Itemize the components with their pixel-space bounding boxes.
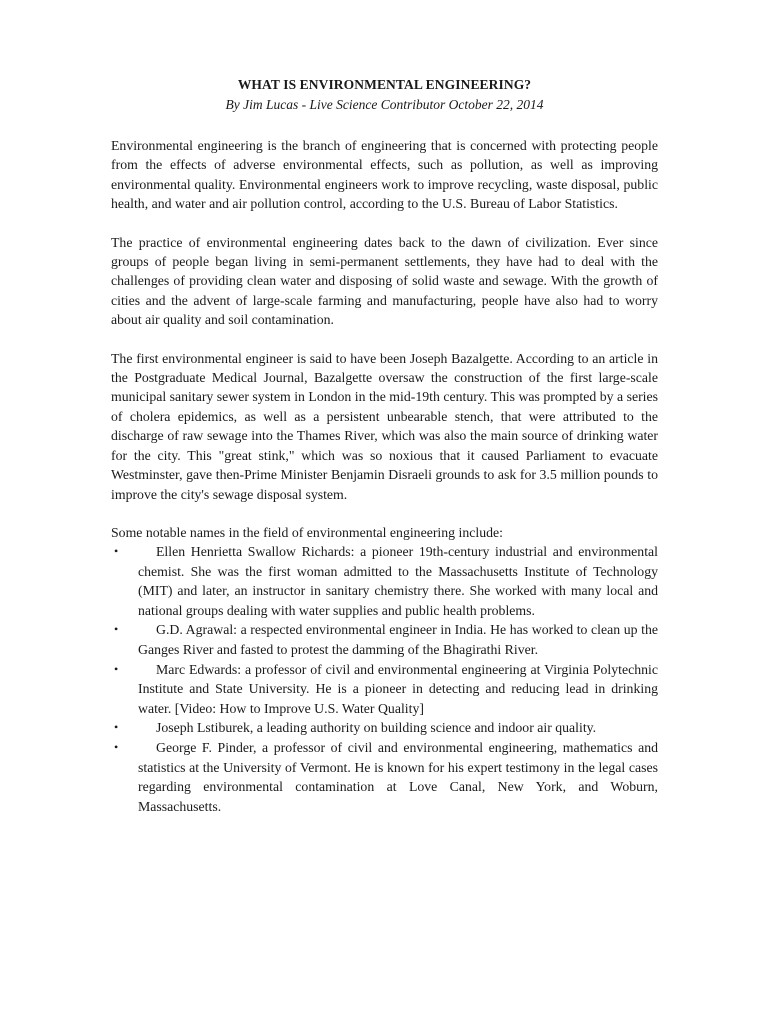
bullet-icon: • — [114, 661, 119, 676]
list-item-text: George F. Pinder, a professor of civil and environmental engineering, mathematics and statistics at the University of Vermont. He is known for his expert testimony in the legal cases regarding environmental contamination at Love Canal, New York, and Woburn, Massachusetts. — [138, 740, 658, 814]
document-page — [111, 76, 658, 816]
list-item-lstiburek — [111, 718, 658, 737]
list-intro: Some notable names in the field of environmental engineering include: — [111, 524, 503, 540]
notable-names-list — [111, 542, 658, 816]
bullet-icon: • — [114, 622, 119, 637]
bullet-icon: • — [114, 720, 119, 735]
list-item-pinder — [111, 738, 658, 816]
list-item-text: Ellen Henrietta Swallow Richards: a pioneer 19th-century industrial and environmental chemist. She was the first woman admitted to the Massachusetts Institute of Technology (MIT) and later, an instructor in sanitary chemistry there. She worked with many local and national groups dealing with water supplies and public health problems. — [138, 544, 658, 618]
byline: By Jim Lucas - Live Science Contributor October 22, 2014 — [225, 97, 544, 112]
list-item-text: G.D. Agrawal: a respected environmental engineer in India. He has worked to clean up the Ganges River and fasted to protest the damming of the Bhagirathi River. — [138, 622, 658, 657]
document-title: WHAT IS ENVIRONMENTAL ENGINEERING? — [237, 77, 532, 92]
paragraph-bazalgette: The first environmental engineer is said to have been Joseph Bazalgette. According to an article in the Postgraduate Medical Journal, Bazalgette oversaw the construction of the first large-scale municipal sanitary sewer system in London in the mid-19th century. This was prompted by a series of cholera epidemics, as well as a persistent unbearable stench, that were attributed to the discharge of raw sewage into the Thames River, which was also the main source of drinking water for the city. This "great stink," which was so noxious that it caused Parliament to evacuate Westminster, gave then-Prime Minister Benjamin Disraeli grounds to ask for 3.5 million pounds to improve the city's sewage disposal system. — [111, 350, 658, 502]
list-item-text: Joseph Lstiburek, a leading authority on building science and indoor air quality. — [156, 720, 597, 736]
bullet-icon: • — [114, 740, 119, 755]
paragraph-history: The practice of environmental engineering dates back to the dawn of civilization. Ever since groups of people began living in semi-permanent settlements, they have had to deal with the challenges of providing clean water and disposing of solid waste and sewage. With the growth of cities and the advent of large-scale farming and manufacturing, people have also had to worry about air quality and soil contamination. — [111, 234, 658, 328]
paragraph-definition: Environmental engineering is the branch of engineering that is concerned with protecting people from the effects of adverse environmental effects, such as pollution, as well as improving environmental quality. Environmental engineers work to improve recycling, waste disposal, public health, and water and air pollution control, according to the U.S. Bureau of Labor Statistics. — [111, 138, 658, 212]
list-item-text: Marc Edwards: a professor of civil and environmental engineering at Virginia Polytechnic Institute and State University. He is a pioneer in detecting and reducing lead in drinking water. [Video: How to Improve U.S. Water Quality] — [138, 661, 658, 716]
list-item-agrawal — [111, 620, 658, 659]
list-item-richards — [111, 542, 658, 620]
bullet-icon: • — [114, 544, 119, 559]
list-item-edwards — [111, 660, 658, 718]
